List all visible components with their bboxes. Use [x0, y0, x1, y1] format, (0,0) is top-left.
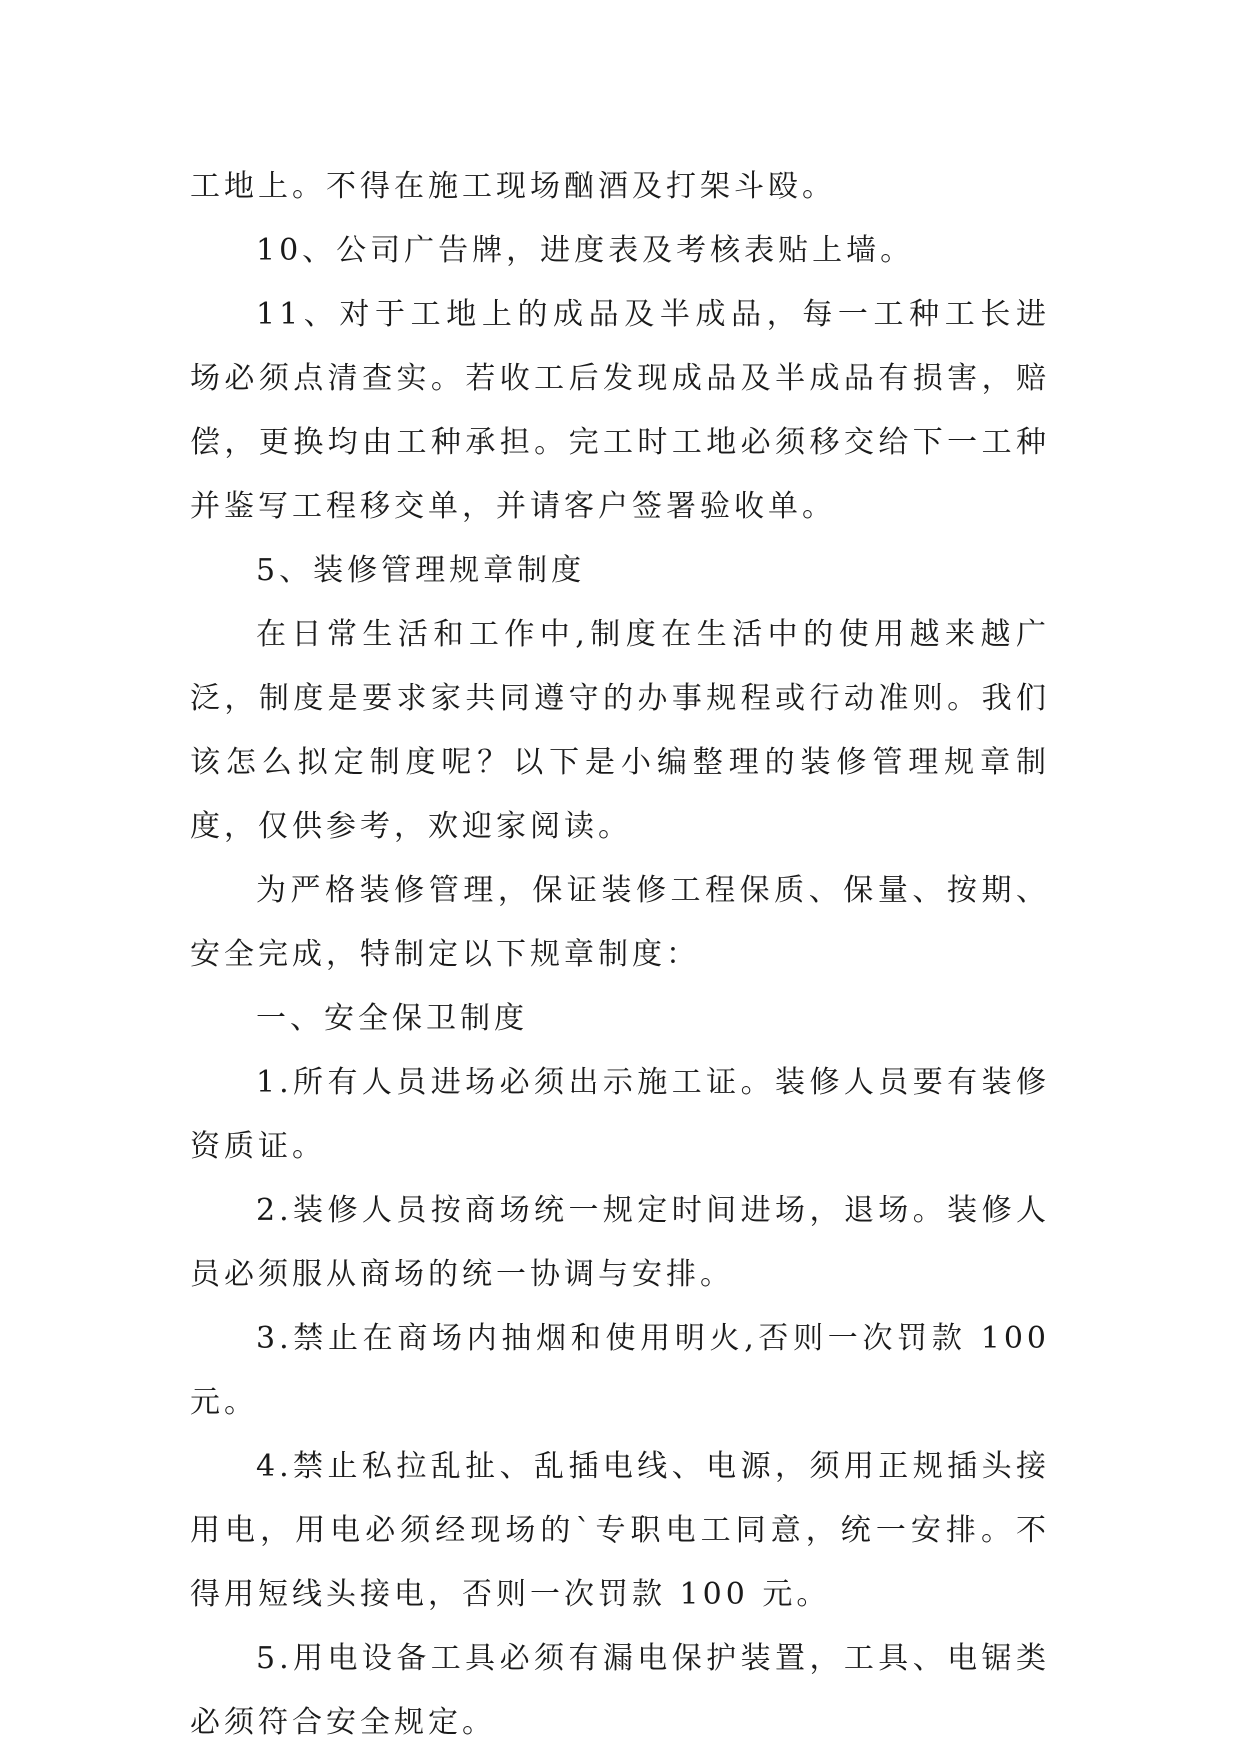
paragraph-safety-1: 1.所有人员进场必须出示施工证。装修人员要有装修资质证。 — [190, 1065, 1050, 1164]
paragraph-continuation: 工地上。不得在施工现场酗酒及打架斗殴。 — [190, 169, 836, 204]
section-heading-5: 5、装修管理规章制度 — [256, 553, 586, 588]
section-heading-safety: 一、安全保卫制度 — [256, 1001, 528, 1036]
paragraph-safety-5: 5.用电设备工具必须有漏电保护装置，工具、电锯类必须符合安全规定。 — [190, 1641, 1050, 1740]
paragraph-rule-11: 11、对于工地上的成品及半成品，每一工种工长进场必须点清查实。若收工后发现成品及半成品有损害，赔偿，更换均由工种承担。完工时工地必须移交给下一工种并鉴写工程移交单，并请客户签署验收单。 — [190, 297, 1050, 524]
paragraph-purpose: 为严格装修管理，保证装修工程保质、保量、按期、安全完成，特制定以下规章制度： — [190, 873, 1050, 972]
paragraph-safety-4: 4.禁止私拉乱扯、乱插电线、电源，须用正规插头接用电，用电必须经现场的`专职电工同意，统一安排。不得用短线头接电，否则一次罚款 100 元。 — [190, 1449, 1050, 1612]
paragraph-rule-10: 10、公司广告牌，进度表及考核表贴上墙。 — [256, 233, 915, 268]
paragraph-intro: 在日常生活和工作中,制度在生活中的使用越来越广泛，制度是要求家共同遵守的办事规程或行动准则。我们该怎么拟定制度呢？以下是小编整理的装修管理规章制度，仅供参考，欢迎家阅读。 — [190, 617, 1050, 844]
document-body — [190, 155, 1050, 1755]
paragraph-safety-3: 3.禁止在商场内抽烟和使用明火,否则一次罚款 100 元。 — [190, 1321, 1050, 1420]
paragraph-safety-2: 2.装修人员按商场统一规定时间进场，退场。装修人员必须服从商场的统一协调与安排。 — [190, 1193, 1050, 1292]
